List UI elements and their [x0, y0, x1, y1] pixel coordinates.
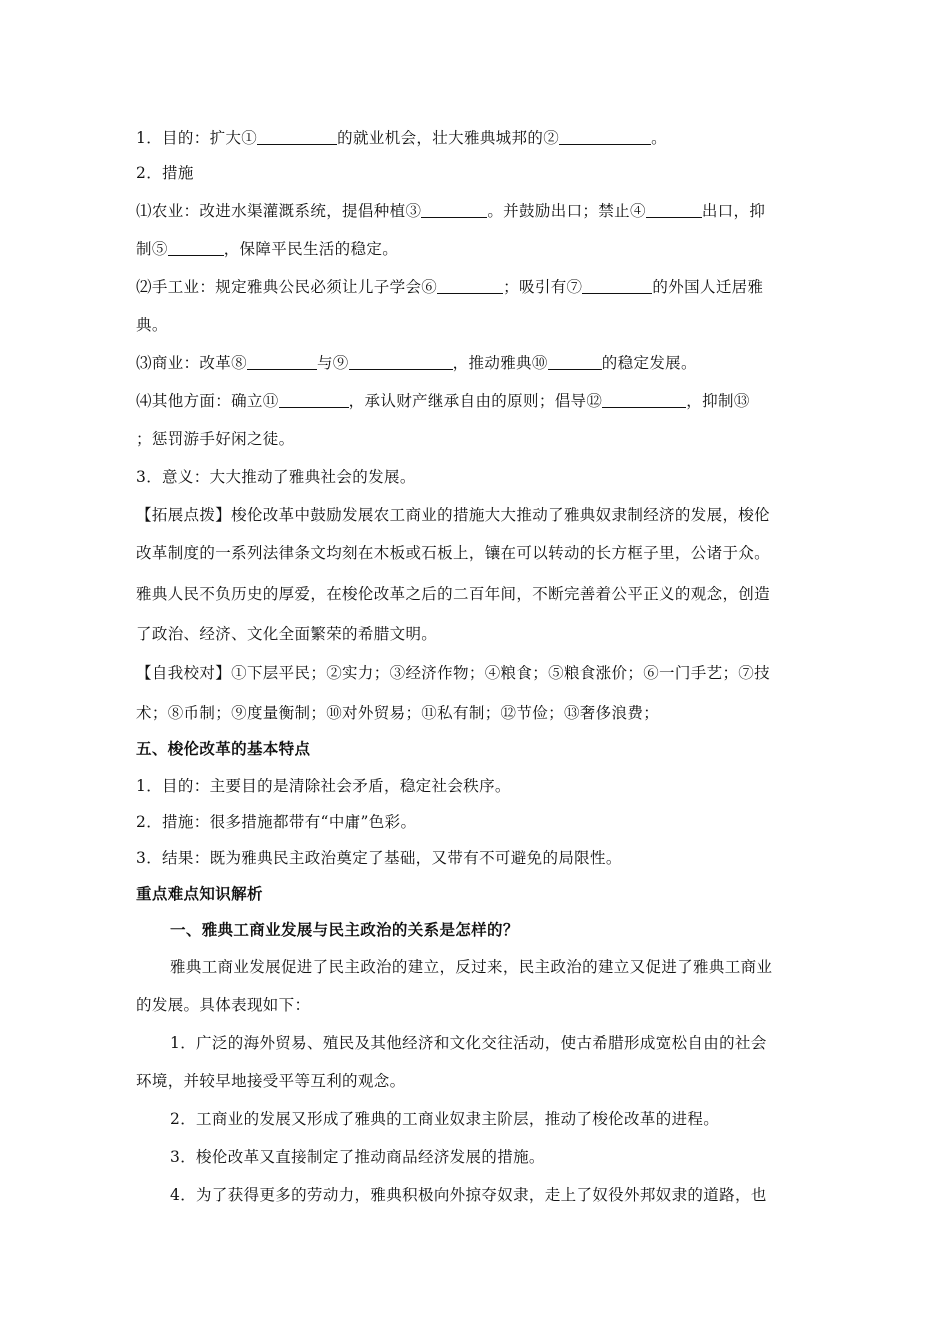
text-segment: 。并鼓励出口；禁止④ [487, 202, 646, 220]
purpose-line [136, 127, 826, 149]
expansion-note-line-3 [136, 583, 826, 605]
fill-in-blank[interactable] [602, 392, 686, 408]
text-segment: 【自我校对】①下层平民；②实力；③经济作物；④粮食；⑤粮食涨价；⑥一门手艺；⑦技 [136, 664, 771, 682]
text-segment: 3．意义：大大推动了雅典社会的发展。 [136, 468, 416, 486]
expansion-note-line-2 [136, 542, 826, 564]
point-one-line-1 [170, 1032, 826, 1054]
text-segment: 2．措施：很多措施都带有“中庸”色彩。 [136, 813, 417, 831]
fill-in-blank[interactable] [582, 278, 652, 294]
text-segment: 1．广泛的海外贸易、殖民及其他经济和文化交往活动，使古希腊形成宽松自由的社会 [170, 1034, 767, 1052]
text-segment: ；吸引有⑦ [503, 278, 583, 296]
key-points-heading [136, 883, 826, 905]
fill-in-blank[interactable] [279, 392, 349, 408]
text-segment: ⑵手工业：规定雅典公民必须让儿子学会⑥ [136, 278, 438, 296]
text-segment: 五、梭伦改革的基本特点 [136, 739, 311, 758]
text-segment: 的就业机会，壮大雅典城邦的② [337, 129, 560, 147]
answer-intro-line-2 [136, 994, 826, 1016]
agriculture-line-2 [136, 238, 826, 260]
other-aspects-line-2 [136, 428, 826, 450]
handicraft-line-1 [136, 276, 826, 298]
section-five-heading [136, 738, 826, 760]
text-segment: 的外国人迁居雅 [652, 278, 764, 296]
text-segment: 改革制度的一系列法律条文均刻在木板或石板上，镶在可以转动的长方框子里，公诸于众。 [136, 544, 771, 562]
text-segment: 【拓展点拨】梭伦改革中鼓励发展农工商业的措施大大推动了雅典奴隶制经济的发展，梭伦 [136, 506, 771, 524]
text-segment: 术；⑧币制；⑨度量衡制；⑩对外贸易；⑪私有制；⑫节俭；⑬奢侈浪费； [136, 704, 660, 722]
text-segment: 的发展。具体表现如下： [136, 996, 311, 1014]
point-four-line [170, 1184, 826, 1206]
text-segment: ⑶商业：改革⑧ [136, 354, 247, 372]
text-segment: ，承认财产继承自由的原则；倡导⑫ [348, 392, 603, 410]
text-segment: 4．为了获得更多的劳动力，雅典积极向外掠夺奴隶，走上了奴役外邦奴隶的道路，也 [170, 1186, 767, 1204]
text-segment: ，推动雅典⑩ [452, 354, 548, 372]
feature-purpose-line [136, 775, 826, 797]
text-segment: ⑴农业：改进水渠灌溉系统，提倡种植③ [136, 202, 422, 220]
self-check-line-1 [136, 662, 826, 684]
text-segment: 。 [651, 129, 667, 147]
text-segment: 典。 [136, 316, 168, 334]
fill-in-blank[interactable] [168, 240, 224, 256]
expansion-note-line-4 [136, 623, 826, 645]
feature-measures-line [136, 811, 826, 833]
expansion-note-line-1 [136, 504, 826, 526]
answer-intro-line-1 [170, 956, 826, 978]
point-three-line [170, 1146, 826, 1168]
text-segment: 1．目的：主要目的是清除社会矛盾，稳定社会秩序。 [136, 777, 511, 795]
point-one-line-2 [136, 1070, 826, 1092]
text-segment: 与⑨ [316, 354, 349, 372]
fill-in-blank[interactable] [247, 354, 317, 370]
text-segment: 1．目的：扩大① [136, 129, 258, 147]
fill-in-blank[interactable] [349, 354, 453, 370]
other-aspects-line-1 [136, 390, 826, 412]
handicraft-line-2 [136, 314, 826, 336]
text-segment: ，抑制⑬ [686, 392, 750, 410]
point-two-line [170, 1108, 826, 1130]
text-segment: ⑷其他方面：确立⑪ [136, 392, 279, 410]
commerce-line [136, 352, 826, 374]
text-segment: 环境，并较早地接受平等互利的观念。 [136, 1072, 406, 1090]
text-segment: 2．工商业的发展又形成了雅典的工商业奴隶主阶层，推动了梭伦改革的进程。 [170, 1110, 720, 1128]
text-segment: 一、雅典工商业发展与民主政治的关系是怎样的？ [170, 920, 519, 939]
text-segment: ，保障平民生活的稳定。 [223, 240, 399, 258]
text-segment: 了政治、经济、文化全面繁荣的希腊文明。 [136, 625, 438, 643]
measures-heading [136, 162, 826, 184]
significance-line [136, 466, 826, 488]
text-segment: ；惩罚游手好闲之徒。 [136, 430, 295, 448]
fill-in-blank[interactable] [257, 129, 337, 145]
text-segment: 重点难点知识解析 [136, 884, 263, 903]
text-segment: 2．措施 [136, 164, 194, 182]
fill-in-blank[interactable] [548, 354, 602, 370]
text-segment: 3．结果：既为雅典民主政治奠定了基础，又带有不可避免的局限性。 [136, 849, 622, 867]
fill-in-blank[interactable] [437, 278, 503, 294]
text-segment: 雅典工商业发展促进了民主政治的建立，反过来，民主政治的建立又促进了雅典工商业 [170, 958, 773, 976]
self-check-line-2 [136, 702, 826, 724]
question-one-heading [170, 919, 826, 941]
fill-in-blank[interactable] [559, 129, 651, 145]
feature-result-line [136, 847, 826, 869]
agriculture-line-1 [136, 200, 826, 222]
text-segment: 雅典人民不负历史的厚爱，在梭伦改革之后的二百年间，不断完善着公平正义的观念，创造 [136, 585, 771, 603]
fill-in-blank[interactable] [646, 202, 702, 218]
text-segment: 3．梭伦改革又直接制定了推动商品经济发展的措施。 [170, 1148, 545, 1166]
text-segment: 的稳定发展。 [601, 354, 697, 372]
text-segment: 制⑤ [136, 240, 168, 258]
fill-in-blank[interactable] [421, 202, 487, 218]
text-segment: 出口，抑 [701, 202, 766, 220]
